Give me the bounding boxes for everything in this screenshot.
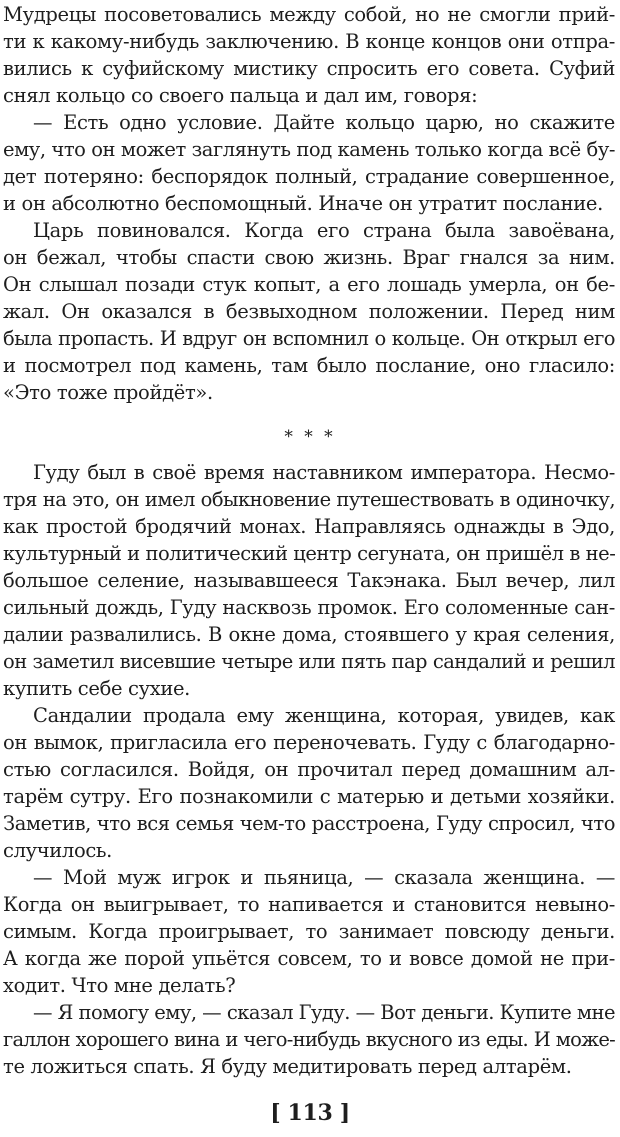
text-line: ти к какому-нибудь заключению. В конце концов они отпра- <box>3 30 615 53</box>
text-line: те ложиться спать. Я буду медитировать перед алтарём. <box>3 1055 572 1078</box>
text-line: как простой бродячий монах. Направляясь однажды в Эдо, <box>3 515 615 538</box>
text-line: он бежал, чтобы спасти свою жизнь. Враг гнался за ним. <box>3 246 615 269</box>
text-block-top <box>3 1 615 406</box>
section-separator: * * * <box>284 427 336 447</box>
text-line: галлон хорошего вина и чего-нибудь вкусного из еды. И може- <box>3 1028 615 1051</box>
text-line: стью согласился. Войдя, он прочитал перед домашним ал- <box>3 758 615 781</box>
text-line: А когда же порой упьётся совсем, то и вовсе домой не при- <box>3 947 615 970</box>
text-line: сильный дождь, Гуду насквозь промок. Его соломенные сан- <box>3 596 615 619</box>
text-line: — Я помогу ему, — сказал Гуду. — Вот деньги. Купите мне <box>33 1001 615 1024</box>
text-line: вились к суфийскому мистику спросить его совета. Суфий <box>3 57 615 80</box>
text-line: он вымок, пригласила его переночевать. Гуду с благодарно- <box>3 731 615 754</box>
text-line: и он абсолютно беспомощный. Иначе он утратит послание. <box>3 192 603 215</box>
text-line: ходит. Что мне делать? <box>3 974 236 997</box>
text-line: жал. Он оказался в безвыходном положении. Перед ним <box>3 300 615 323</box>
text-line: «Это тоже пройдёт». <box>3 381 213 404</box>
text-line: симым. Когда проигрывает, то занимает повсюду деньги. <box>3 920 615 943</box>
text-line: Гуду был в своё время наставником императора. Несмо- <box>33 461 615 484</box>
text-line: дет потеряно: беспорядок полный, страдание совершенное, <box>3 165 615 188</box>
text-line: культурный и политический центр сегуната, он пришёл в не- <box>3 542 616 565</box>
text-line: он заметил висевшие четыре или пять пар сандалий и решил <box>3 650 615 673</box>
text-line: случилось. <box>3 839 113 862</box>
text-line: Он слышал позади стук копыт, а его лошадь умерла, он бе- <box>3 273 615 296</box>
text-line: большое селение, называвшееся Такэнака. Был вечер, лил <box>3 569 615 592</box>
text-line: Заметив, что вся семья чем-то расстроена, Гуду спросил, что <box>3 812 615 835</box>
text-line: была пропасть. И вдруг он вспомнил о кольце. Он открыл его <box>3 327 615 350</box>
text-block-bottom <box>3 459 615 1080</box>
text-line: купить себе сухие. <box>3 677 191 700</box>
text-line: Мудрецы посоветовались между собой, но не смогли прий- <box>3 3 615 26</box>
text-line: — Мой муж игрок и пьяница, — сказала женщина. — <box>33 866 615 889</box>
text-line: снял кольцо со своего пальца и дал им, говоря: <box>3 84 478 107</box>
text-line: Сандалии продала ему женщина, которая, увидев, как <box>33 704 615 727</box>
text-line: тря на это, он имел обыкновение путешествовать в одиночку, <box>3 488 615 511</box>
text-line: Когда он выигрывает, то напивается и становится невыно- <box>3 893 615 916</box>
text-line: ему, что он может заглянуть под камень только когда всё бу- <box>3 138 615 161</box>
text-line: — Есть одно условие. Дайте кольцо царю, но скажите <box>33 111 615 134</box>
text-line: и посмотрел под камень, там было послание, оно гласило: <box>3 354 615 377</box>
page-number: [ 113 ] <box>270 1100 350 1126</box>
text-line: тарём сутру. Его познакомили с матерью и детьми хозяйки. <box>3 785 615 808</box>
text-line: далии развалились. В окне дома, стоявшего у края селения, <box>3 623 615 646</box>
text-line: Царь повиновался. Когда его страна была завоёвана, <box>33 219 615 242</box>
